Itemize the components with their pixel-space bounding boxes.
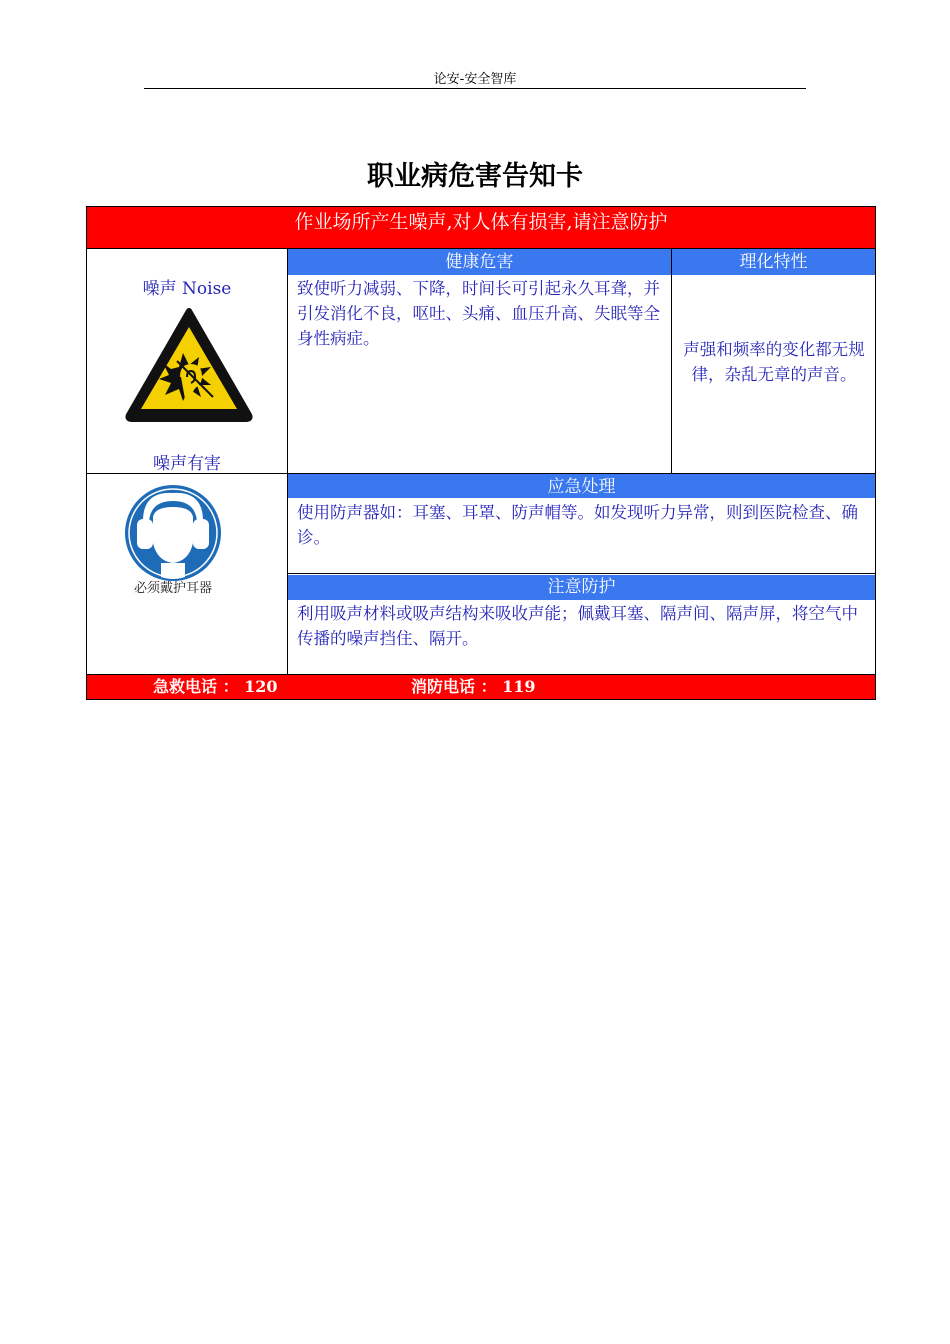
column-divider: [671, 248, 672, 473]
emergency-text: 使用防声器如：耳塞、耳罩、防声帽等。如发现听力异常，则到医院检查、确诊。: [297, 503, 858, 547]
row-divider: [288, 573, 875, 574]
hazard-notice-card: [86, 206, 876, 700]
emergency-phone-bar: [87, 675, 875, 699]
properties-text: 声强和频率的变化都无规律，杂乱无章的声音。: [683, 340, 865, 384]
emergency-header: 应急处理: [288, 474, 875, 498]
ear-protection-icon: [121, 481, 225, 585]
health-hazard-header: 健康危害: [288, 249, 671, 275]
noise-warning-icon: [125, 305, 253, 423]
first-aid-phone: 急救电话 ： 120: [153, 677, 278, 696]
warning-banner: 作业场所产生噪声,对人体有损害,请注意防护: [87, 207, 875, 248]
precaution-header: 注意防护: [288, 575, 875, 600]
page-header: 论安-安全智库: [433, 72, 517, 87]
health-hazard-text: 致使听力减弱、下降，时间长可引起永久耳聋，并引发消化不良，呕吐、头痛、血压升高、失眠等全身性病症。: [297, 279, 660, 348]
hazard-sign-caption: 噪声有害: [153, 454, 221, 474]
precaution-text: 利用吸声材料或吸声结构来吸收声能；佩戴耳塞、隔声间、隔声屏，将空气中传播的噪声挡住、隔开。: [297, 604, 858, 648]
properties-header: 理化特性: [672, 249, 875, 275]
header-divider: [144, 88, 806, 89]
hazard-name: 噪声 Noise: [142, 279, 232, 299]
column-divider: [287, 248, 288, 674]
fire-phone: 消防电话 ： 119: [411, 677, 536, 696]
ppe-sign-caption: 必须戴护耳器: [133, 581, 212, 596]
document-title: 职业病危害告知卡: [367, 161, 583, 192]
